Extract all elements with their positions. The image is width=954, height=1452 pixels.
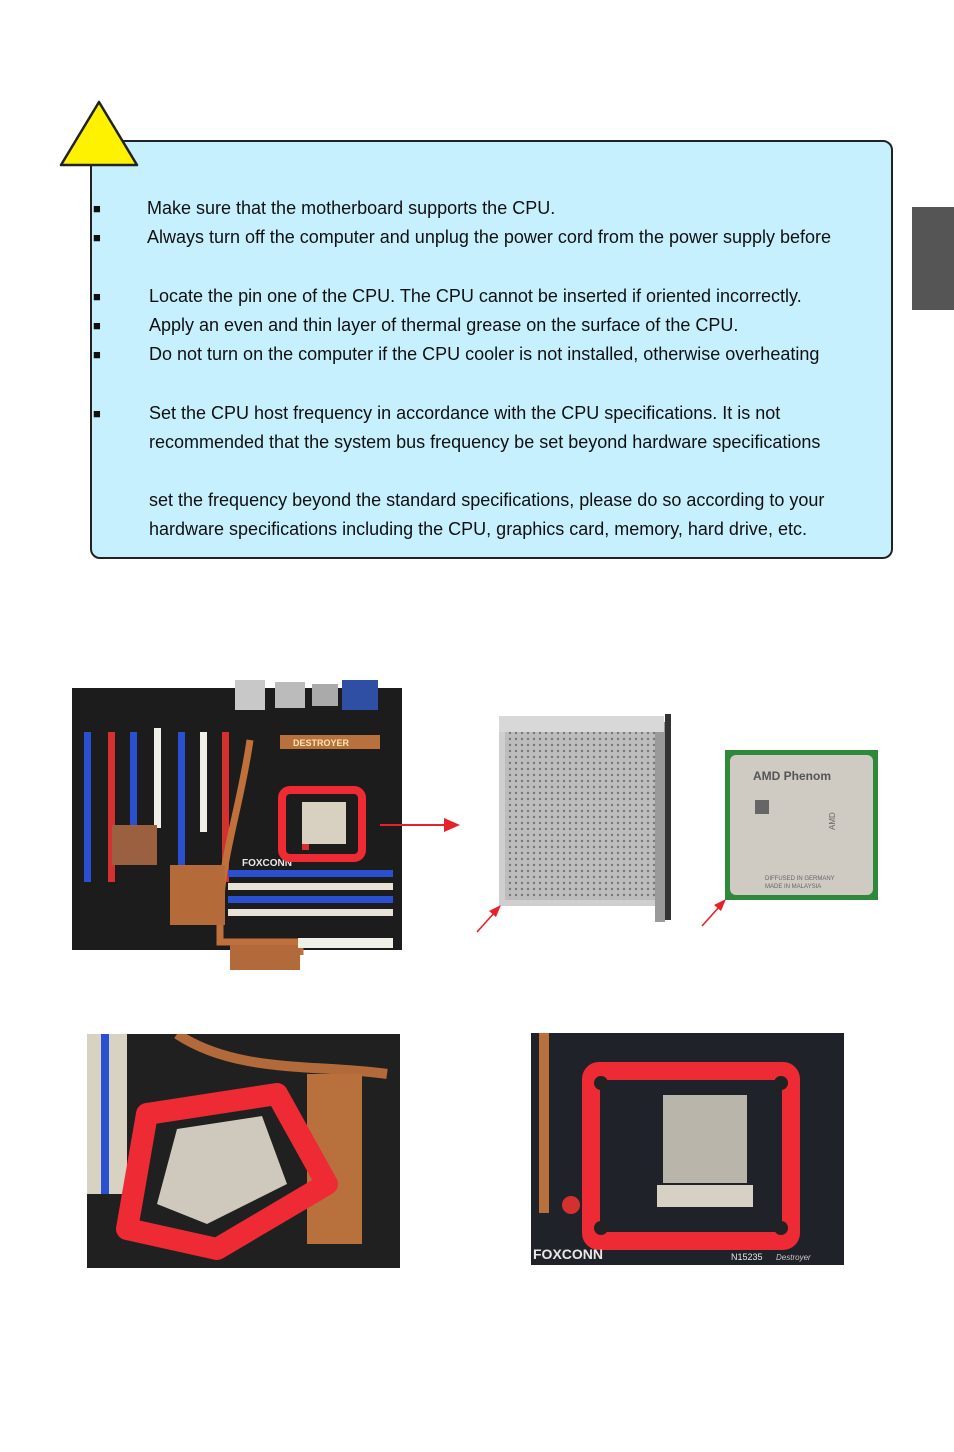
- photo-model-label: N15235: [731, 1252, 763, 1262]
- cpu-socket-photo: [495, 712, 675, 922]
- amd-cpu-photo: [725, 750, 880, 902]
- bullet-3: ■: [93, 289, 101, 304]
- note-line-6: Set the CPU host frequency in accordance with the CPU specifications. It is not: [149, 403, 781, 423]
- bullet-1: ■: [93, 201, 101, 216]
- cpu-origin-line1: DIFFUSED IN GERMANY: [765, 876, 835, 882]
- installed-cpu-photo: [531, 1033, 844, 1265]
- bullet-2: ■: [93, 230, 101, 245]
- note-line-4: Apply an even and thin layer of thermal grease on the surface of the CPU.: [149, 315, 739, 335]
- note-line-7: recommended that the system bus frequency be set beyond hardware specifications: [149, 432, 821, 452]
- socket-pin-one-arrow: [475, 902, 505, 934]
- cpu-pin-one-arrow: [700, 896, 730, 928]
- note-line-2: Always turn off the computer and unplug the power cord from the power supply before: [147, 227, 832, 247]
- note-line-3: Locate the pin one of the CPU. The CPU cannot be inserted if oriented incorrectly.: [149, 286, 802, 306]
- photo-series-label: Destroyer: [776, 1253, 811, 1262]
- cpu-origin-line2: MADE IN MALAYSIA: [765, 884, 822, 890]
- warning-triangle-icon: [58, 100, 140, 168]
- heatsink-label: DESTROYER: [293, 738, 350, 748]
- note-line-1: Make sure that the motherboard supports the CPU.: [147, 198, 556, 218]
- note-line-9: hardware specifications including the CPU, graphics card, memory, hard drive, etc.: [149, 519, 807, 539]
- socket-bracket-photo: [87, 1034, 400, 1268]
- note-line-5: Do not turn on the computer if the CPU cooler is not installed, otherwise overheating: [149, 344, 820, 364]
- cpu-brand-label: AMD Phenom: [753, 769, 831, 783]
- photo-brand-label: FOXCONN: [533, 1246, 603, 1262]
- bullet-6: ■: [93, 406, 101, 421]
- bullet-4: ■: [93, 318, 101, 333]
- pointer-arrow: [380, 815, 462, 835]
- chapter-side-tab: [912, 207, 954, 310]
- note-line-8: set the frequency beyond the standard specifications, please do so according to your: [149, 490, 825, 510]
- motherboard-brand-label: FOXCONN: [242, 858, 292, 869]
- bullet-5: ■: [93, 347, 101, 362]
- cpu-side-label: AMD: [828, 812, 837, 830]
- motherboard-photo: [70, 680, 410, 972]
